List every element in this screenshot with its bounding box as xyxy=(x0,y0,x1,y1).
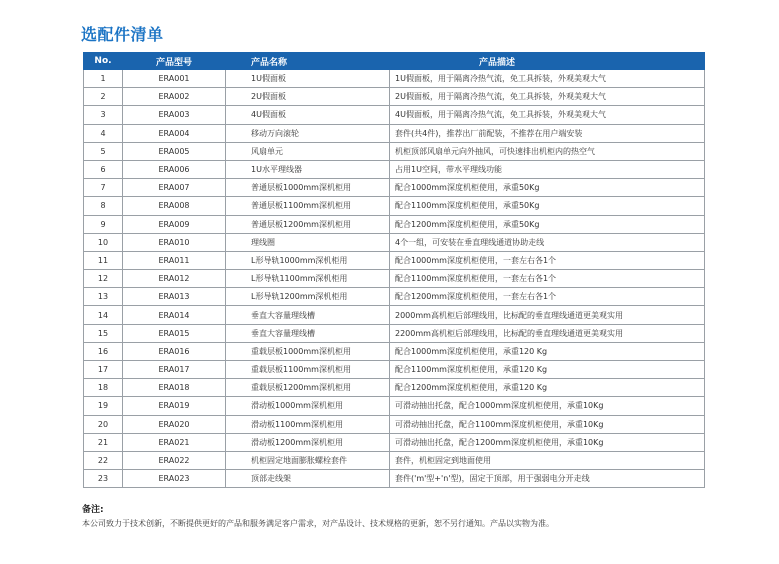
cell-no: 12 xyxy=(84,270,123,288)
cell-description: 占用1U空间，带水平理线功能 xyxy=(390,160,705,178)
cell-description: 2000mm高机柜后部理线用，比标配的垂直理线通道更美观实用 xyxy=(390,306,705,324)
table-row xyxy=(84,179,705,197)
cell-model: ERA013 xyxy=(123,288,226,306)
cell-no: 13 xyxy=(84,288,123,306)
cell-description: 配合1200mm深度机柜使用，一套左右各1个 xyxy=(390,288,705,306)
cell-description: 配合1000mm深度机柜使用，一套左右各1个 xyxy=(390,251,705,269)
cell-name: 移动万向滚轮 xyxy=(226,124,390,142)
header-name: 产品名称 xyxy=(226,53,390,70)
cell-description: 可滑动抽出托盘，配合1200mm深度机柜使用，承重10Kg xyxy=(390,433,705,451)
cell-description: 机柜顶部风扇单元向外抽风，可快速排出机柜内的热空气 xyxy=(390,142,705,160)
notes-text: 本公司致力于技术创新，不断提供更好的产品和服务满足客户需求，对产品设计、技术规格的更新，恕不另行通知。产品以实物为准。 xyxy=(82,519,554,528)
cell-name: L形导轨1000mm深机柜用 xyxy=(226,251,390,269)
cell-description: 套件，机柜固定到地面使用 xyxy=(390,451,705,469)
table-header-row xyxy=(84,53,705,70)
cell-model: ERA021 xyxy=(123,433,226,451)
cell-no: 6 xyxy=(84,160,123,178)
cell-description: 配合1000mm深度机柜使用，承重50Kg xyxy=(390,179,705,197)
cell-model: ERA008 xyxy=(123,197,226,215)
cell-name: 滑动板1100mm深机柜用 xyxy=(226,415,390,433)
table-row xyxy=(84,124,705,142)
cell-no: 8 xyxy=(84,197,123,215)
table-row xyxy=(84,342,705,360)
cell-name: 顶部走线架 xyxy=(226,470,390,488)
cell-model: ERA015 xyxy=(123,324,226,342)
cell-no: 2 xyxy=(84,88,123,106)
cell-name: 重载层板1000mm深机柜用 xyxy=(226,342,390,360)
cell-name: 普通层板1000mm深机柜用 xyxy=(226,179,390,197)
cell-no: 4 xyxy=(84,124,123,142)
cell-model: ERA010 xyxy=(123,233,226,251)
cell-name: 机柜固定地面膨胀螺栓套件 xyxy=(226,451,390,469)
cell-name: 滑动板1200mm深机柜用 xyxy=(226,433,390,451)
cell-description: 1U假面板，用于隔离冷热气流，免工具拆装，外观美观大气 xyxy=(390,70,705,88)
cell-name: 普通层板1200mm深机柜用 xyxy=(226,215,390,233)
cell-no: 20 xyxy=(84,415,123,433)
notes-title: 备注: xyxy=(82,505,104,515)
table-row xyxy=(84,88,705,106)
cell-no: 7 xyxy=(84,179,123,197)
cell-model: ERA019 xyxy=(123,397,226,415)
header-description: 产品描述 xyxy=(390,53,705,70)
cell-no: 9 xyxy=(84,215,123,233)
cell-model: ERA006 xyxy=(123,160,226,178)
cell-model: ERA005 xyxy=(123,142,226,160)
table-row xyxy=(84,160,705,178)
cell-no: 5 xyxy=(84,142,123,160)
header-model: 产品型号 xyxy=(123,53,226,70)
cell-description: 可滑动抽出托盘，配合1100mm深度机柜使用，承重10Kg xyxy=(390,415,705,433)
table-row xyxy=(84,233,705,251)
cell-name: 2U假面板 xyxy=(226,88,390,106)
cell-model: ERA014 xyxy=(123,306,226,324)
table-body xyxy=(84,70,705,488)
cell-model: ERA002 xyxy=(123,88,226,106)
cell-model: ERA020 xyxy=(123,415,226,433)
table-row xyxy=(84,306,705,324)
cell-name: 滑动板1000mm深机柜用 xyxy=(226,397,390,415)
cell-name: 垂直大容量理线槽 xyxy=(226,324,390,342)
header-no: No. xyxy=(84,53,123,70)
table-row xyxy=(84,288,705,306)
table-row xyxy=(84,70,705,88)
cell-no: 19 xyxy=(84,397,123,415)
cell-description: 4个一组，可安装在垂直理线通道协助走线 xyxy=(390,233,705,251)
cell-model: ERA022 xyxy=(123,451,226,469)
cell-name: 普通层板1100mm深机柜用 xyxy=(226,197,390,215)
table-row xyxy=(84,433,705,451)
cell-no: 21 xyxy=(84,433,123,451)
cell-no: 3 xyxy=(84,106,123,124)
cell-description: 配合1200mm深度机柜使用，承重50Kg xyxy=(390,215,705,233)
cell-no: 18 xyxy=(84,379,123,397)
cell-name: 4U假面板 xyxy=(226,106,390,124)
table-row xyxy=(84,415,705,433)
cell-model: ERA007 xyxy=(123,179,226,197)
cell-no: 10 xyxy=(84,233,123,251)
table-row xyxy=(84,397,705,415)
table-row xyxy=(84,470,705,488)
cell-name: 垂直大容量理线槽 xyxy=(226,306,390,324)
page-title: 选配件清单 xyxy=(81,25,164,44)
cell-model: ERA001 xyxy=(123,70,226,88)
cell-name: 1U假面板 xyxy=(226,70,390,88)
cell-description: 配合1100mm深度机柜使用，一套左右各1个 xyxy=(390,270,705,288)
cell-no: 11 xyxy=(84,251,123,269)
cell-model: ERA009 xyxy=(123,215,226,233)
cell-description: 配合1100mm深度机柜使用，承重120 Kg xyxy=(390,361,705,379)
table-row xyxy=(84,379,705,397)
cell-description: 2U假面板，用于隔离冷热气流，免工具拆装，外观美观大气 xyxy=(390,88,705,106)
table-row xyxy=(84,106,705,124)
cell-no: 14 xyxy=(84,306,123,324)
accessories-table xyxy=(83,52,705,488)
cell-model: ERA011 xyxy=(123,251,226,269)
table-row xyxy=(84,324,705,342)
cell-description: 4U假面板，用于隔离冷热气流，免工具拆装，外观美观大气 xyxy=(390,106,705,124)
cell-description: 套件(共4件)，推荐出厂前配装，不推荐在用户端安装 xyxy=(390,124,705,142)
cell-name: 重载层板1100mm深机柜用 xyxy=(226,361,390,379)
table-row xyxy=(84,361,705,379)
cell-no: 22 xyxy=(84,451,123,469)
cell-description: 配合1100mm深度机柜使用，承重50Kg xyxy=(390,197,705,215)
table-row xyxy=(84,270,705,288)
cell-model: ERA012 xyxy=(123,270,226,288)
cell-no: 16 xyxy=(84,342,123,360)
cell-model: ERA017 xyxy=(123,361,226,379)
cell-no: 17 xyxy=(84,361,123,379)
cell-name: 1U水平理线器 xyxy=(226,160,390,178)
table-row xyxy=(84,251,705,269)
table-row xyxy=(84,142,705,160)
cell-description: 套件('m'型+'n'型)，固定于顶部，用于强弱电分开走线 xyxy=(390,470,705,488)
cell-name: 理线圈 xyxy=(226,233,390,251)
cell-no: 23 xyxy=(84,470,123,488)
cell-no: 1 xyxy=(84,70,123,88)
cell-no: 15 xyxy=(84,324,123,342)
cell-description: 配合1200mm深度机柜使用，承重120 Kg xyxy=(390,379,705,397)
cell-name: 重载层板1200mm深机柜用 xyxy=(226,379,390,397)
cell-model: ERA016 xyxy=(123,342,226,360)
cell-model: ERA003 xyxy=(123,106,226,124)
cell-description: 配合1000mm深度机柜使用，承重120 Kg xyxy=(390,342,705,360)
cell-model: ERA023 xyxy=(123,470,226,488)
cell-model: ERA004 xyxy=(123,124,226,142)
cell-description: 可滑动抽出托盘，配合1000mm深度机柜使用，承重10Kg xyxy=(390,397,705,415)
cell-model: ERA018 xyxy=(123,379,226,397)
cell-name: 风扇单元 xyxy=(226,142,390,160)
table-row xyxy=(84,451,705,469)
cell-name: L形导轨1100mm深机柜用 xyxy=(226,270,390,288)
table-row xyxy=(84,197,705,215)
table-row xyxy=(84,215,705,233)
cell-description: 2200mm高机柜后部理线用，比标配的垂直理线通道更美观实用 xyxy=(390,324,705,342)
cell-name: L形导轨1200mm深机柜用 xyxy=(226,288,390,306)
